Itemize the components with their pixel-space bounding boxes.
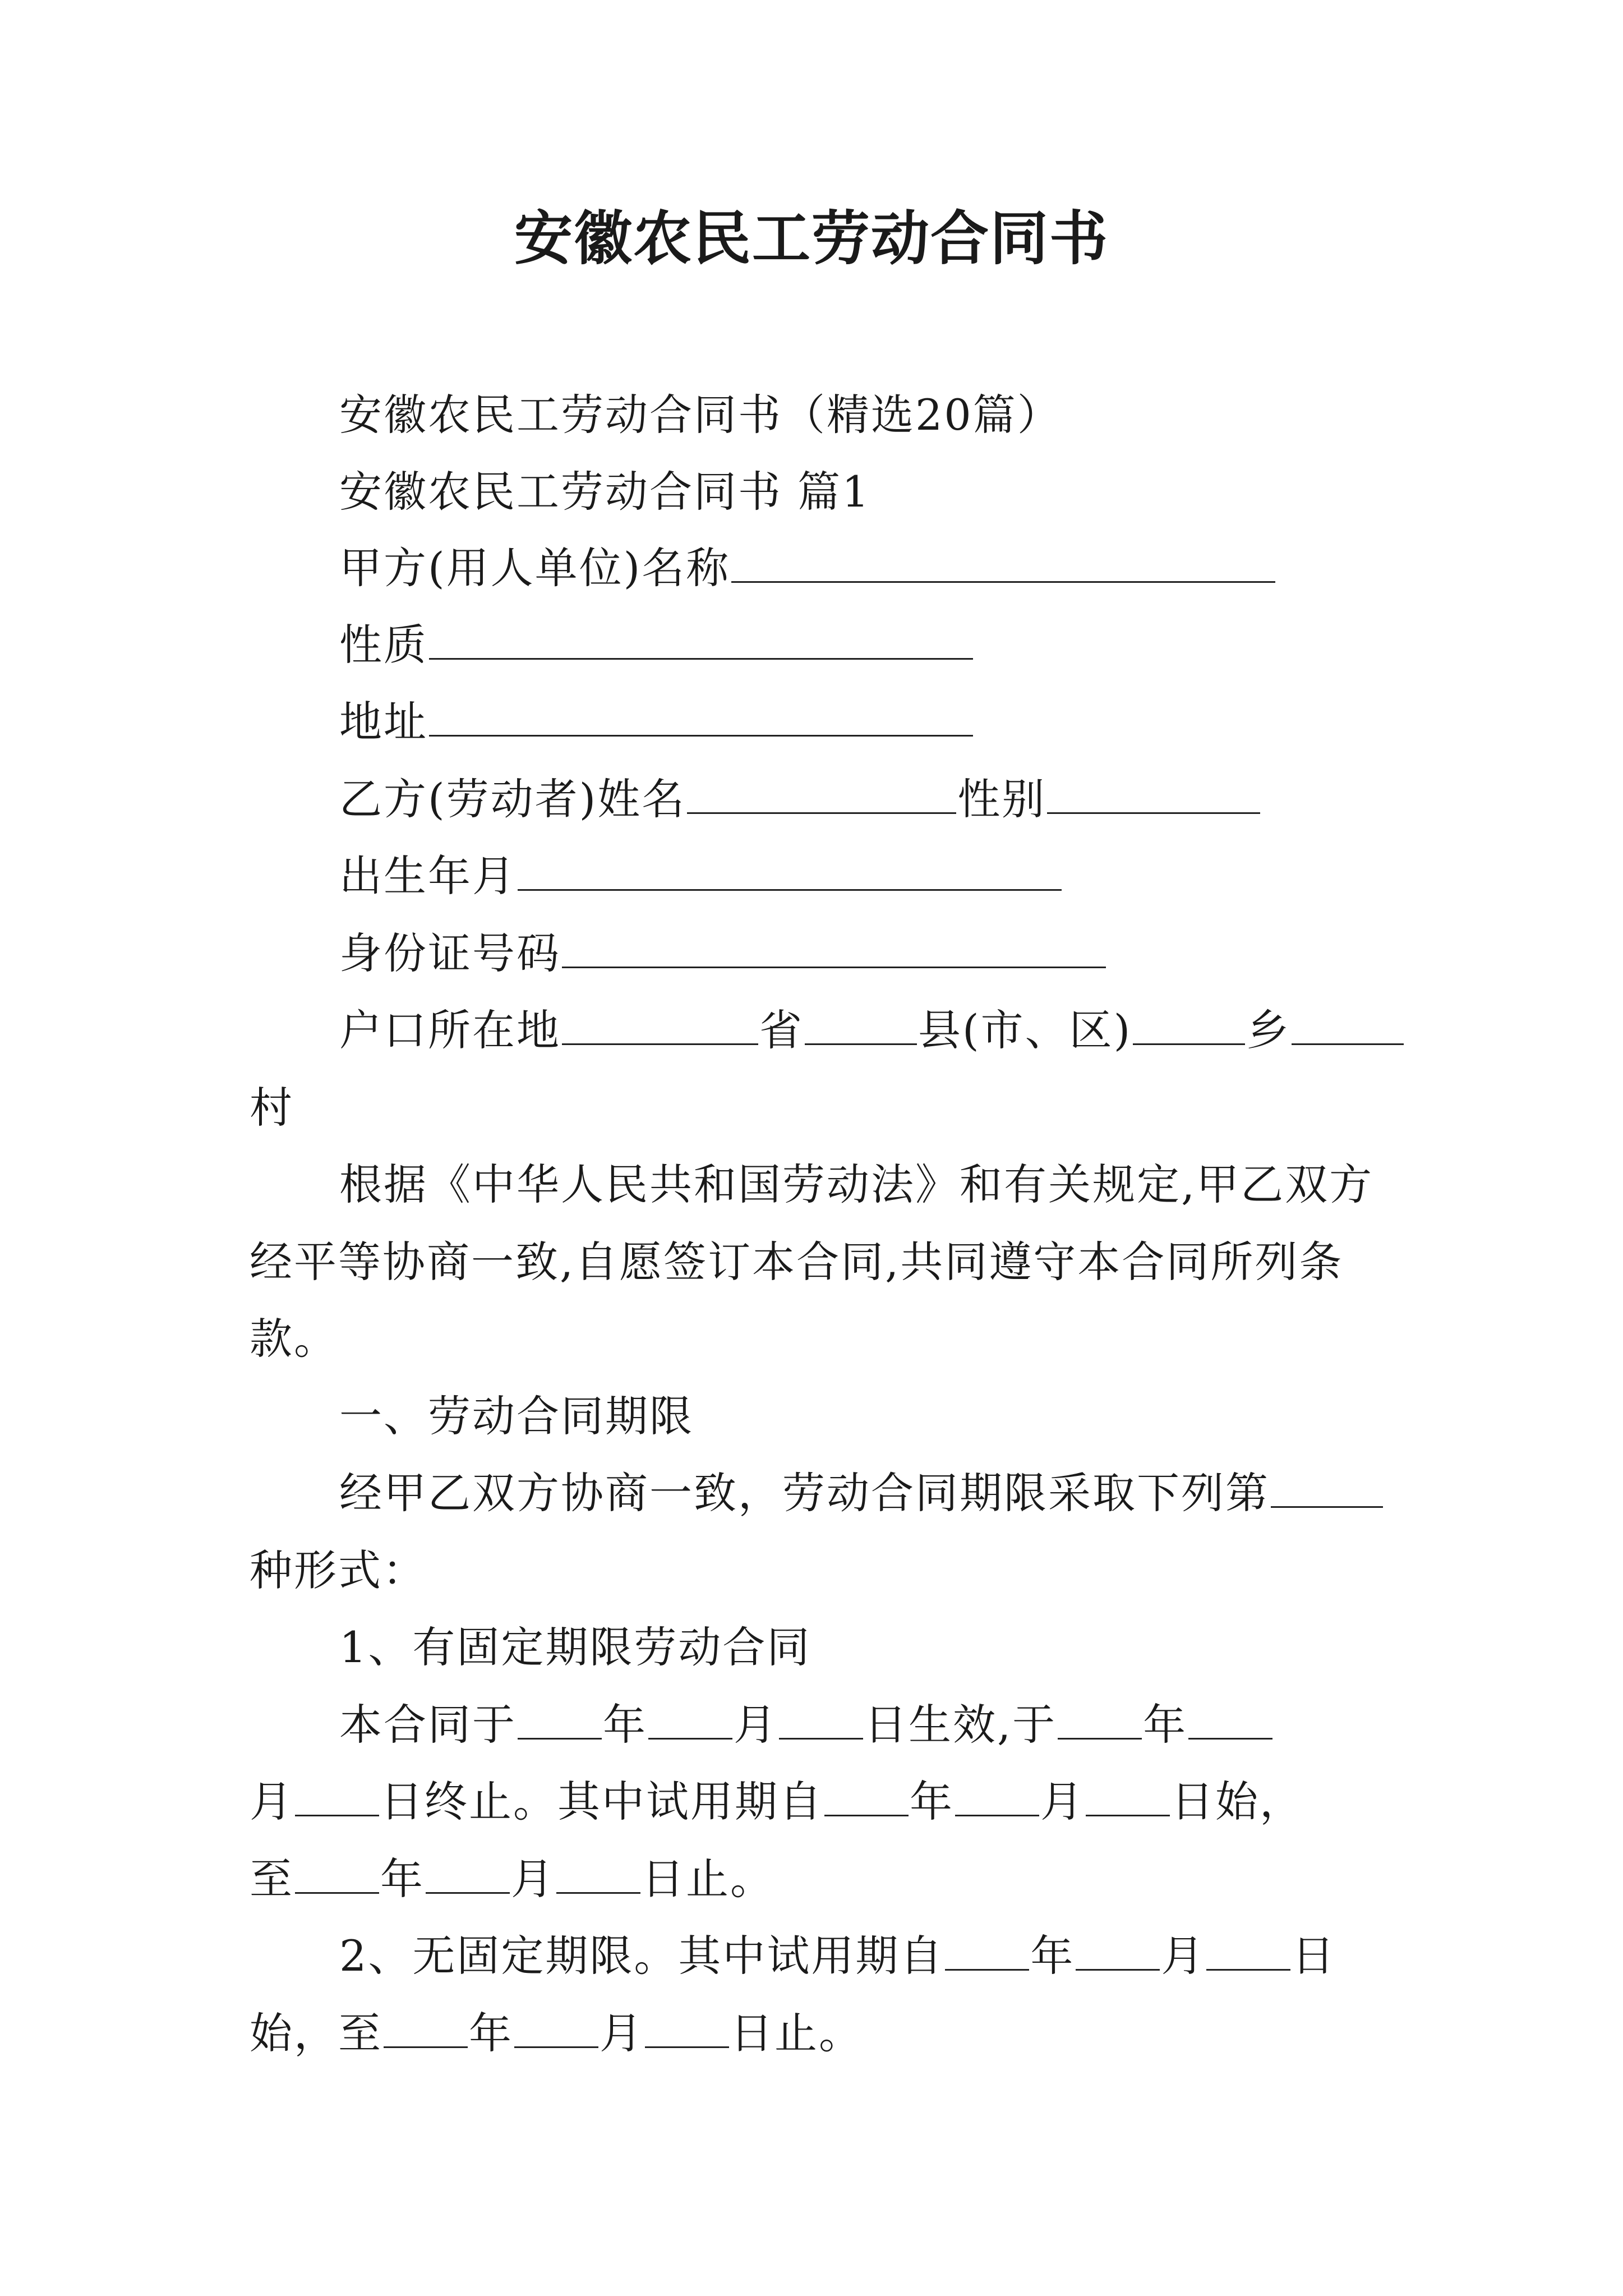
open-probation-end-year-blank[interactable] [384, 2006, 468, 2048]
party-b-id-blank[interactable] [562, 926, 1106, 968]
document-title: 安徽农民工劳动合同书 [514, 204, 1109, 273]
residence-county-label: 县(市、区) [918, 1005, 1132, 1055]
party-a-name-line [339, 540, 1276, 596]
fixed-term-line-2 [250, 1774, 1304, 1830]
end-month-blank[interactable] [1188, 1697, 1272, 1740]
year-label: 年 [910, 1777, 954, 1826]
open-term-line-2 [250, 2005, 863, 2062]
party-b-id-label: 身份证号码 [339, 928, 561, 978]
party-a-nature-label: 性质 [339, 620, 428, 670]
open-probation-start-day-blank[interactable] [1206, 1929, 1290, 1971]
probation-end-text: 日止。 [642, 1854, 774, 1904]
fixed-term-heading: 1、有固定期限劳动合同 [339, 1622, 811, 1672]
party-a-name-label: 甲方(用人单位)名称 [339, 543, 731, 593]
party-a-address-label: 地址 [339, 697, 428, 747]
open-probation-start-month-blank[interactable] [1076, 1929, 1160, 1971]
residence-province-blank[interactable] [562, 1003, 758, 1045]
open-term-text: 2、无固定期限。其中试用期自 [339, 1931, 944, 1981]
preamble-line-3: 款。 [250, 1314, 338, 1364]
clause-1-heading: 一、劳动合同期限 [339, 1391, 694, 1441]
probation-start-month-blank[interactable] [955, 1774, 1039, 1816]
section-title: 安徽农民工劳动合同书 篇1 [339, 467, 871, 517]
end-year-blank[interactable] [1058, 1697, 1142, 1740]
effective-year-blank[interactable] [518, 1697, 602, 1740]
open-term-line-1 [339, 1928, 1336, 1984]
party-a-address-blank[interactable] [429, 694, 973, 737]
preamble-line-2: 经平等协商一致,自愿签订本合同,共同遵守本合同所列条 [250, 1237, 1344, 1287]
party-a-nature-blank[interactable] [429, 618, 973, 660]
residence-village-blank[interactable] [1292, 1003, 1404, 1045]
party-b-name-label: 乙方(劳动者)姓名 [339, 774, 686, 824]
residence-province-label: 省 [759, 1005, 804, 1055]
effective-day-text: 日生效,于 [864, 1700, 1057, 1750]
end-day-text: 日终止。其中试用期自 [380, 1777, 823, 1826]
party-b-gender-label: 性别 [957, 774, 1046, 824]
month-label: 月 [1161, 1931, 1206, 1981]
open-probation-end-month-blank[interactable] [514, 2006, 598, 2048]
month-label: 月 [734, 1700, 778, 1750]
party-b-birth-blank[interactable] [518, 849, 1062, 891]
preamble-line-1: 根据《中华人民共和国劳动法》和有关规定,甲乙双方 [339, 1159, 1374, 1209]
year-label: 年 [1143, 1700, 1188, 1750]
party-b-name-blank[interactable] [687, 772, 956, 814]
probation-start-year-blank[interactable] [824, 1774, 909, 1816]
month-label: 月 [250, 1777, 294, 1826]
party-b-id-line [339, 926, 1107, 982]
year-label: 年 [603, 1700, 647, 1750]
fixed-term-line-1 [339, 1697, 1274, 1753]
clause-1-intro-text: 经甲乙双方协商一致，劳动合同期限采取下列第 [339, 1468, 1270, 1518]
probation-start-text: 日始， [1171, 1777, 1304, 1826]
party-b-name-line [339, 771, 1261, 827]
residence-township-blank[interactable] [1133, 1003, 1245, 1045]
probation-end-month-blank[interactable] [426, 1852, 510, 1894]
party-b-gender-blank[interactable] [1047, 772, 1260, 814]
fixed-term-start-text: 本合同于 [339, 1700, 517, 1750]
month-label: 月 [600, 2008, 644, 2058]
open-probation-end-text: 日止。 [730, 2008, 863, 2058]
party-a-name-blank[interactable] [731, 541, 1275, 583]
residence-county-blank[interactable] [805, 1003, 917, 1045]
party-b-birth-line [339, 848, 1063, 904]
month-label: 月 [511, 1854, 555, 1904]
year-label: 年 [469, 2008, 513, 2058]
year-label: 年 [1030, 1931, 1075, 1981]
open-term-to-text: 始，至 [250, 2008, 382, 2058]
residence-township-label: 乡 [1246, 1005, 1291, 1055]
party-b-residence-line [339, 1002, 1405, 1059]
open-probation-start-year-blank[interactable] [945, 1929, 1029, 1971]
collection-title: 安徽农民工劳动合同书（精选20篇） [339, 390, 1062, 440]
probation-end-day-blank[interactable] [556, 1852, 640, 1894]
party-b-birth-label: 出生年月 [339, 851, 517, 901]
probation-start-day-blank[interactable] [1086, 1774, 1170, 1816]
form-choice-blank[interactable] [1271, 1466, 1383, 1508]
party-b-residence-label: 户口所在地 [339, 1005, 561, 1055]
month-label: 月 [1040, 1777, 1085, 1826]
party-a-nature-line [339, 617, 974, 673]
effective-month-blank[interactable] [648, 1697, 732, 1740]
open-probation-end-day-blank[interactable] [645, 2006, 729, 2048]
day-label: 日 [1292, 1931, 1336, 1981]
effective-day-blank[interactable] [779, 1697, 863, 1740]
to-label: 至 [250, 1854, 294, 1904]
clause-1-intro-line-1 [339, 1465, 1384, 1521]
residence-village-label: 村 [250, 1083, 294, 1133]
probation-end-year-blank[interactable] [295, 1852, 379, 1894]
end-day-blank[interactable] [295, 1774, 379, 1816]
fixed-term-line-3 [250, 1851, 774, 1907]
party-a-address-line [339, 694, 974, 750]
clause-1-intro-line-2: 种形式： [250, 1545, 427, 1595]
year-label: 年 [380, 1854, 425, 1904]
